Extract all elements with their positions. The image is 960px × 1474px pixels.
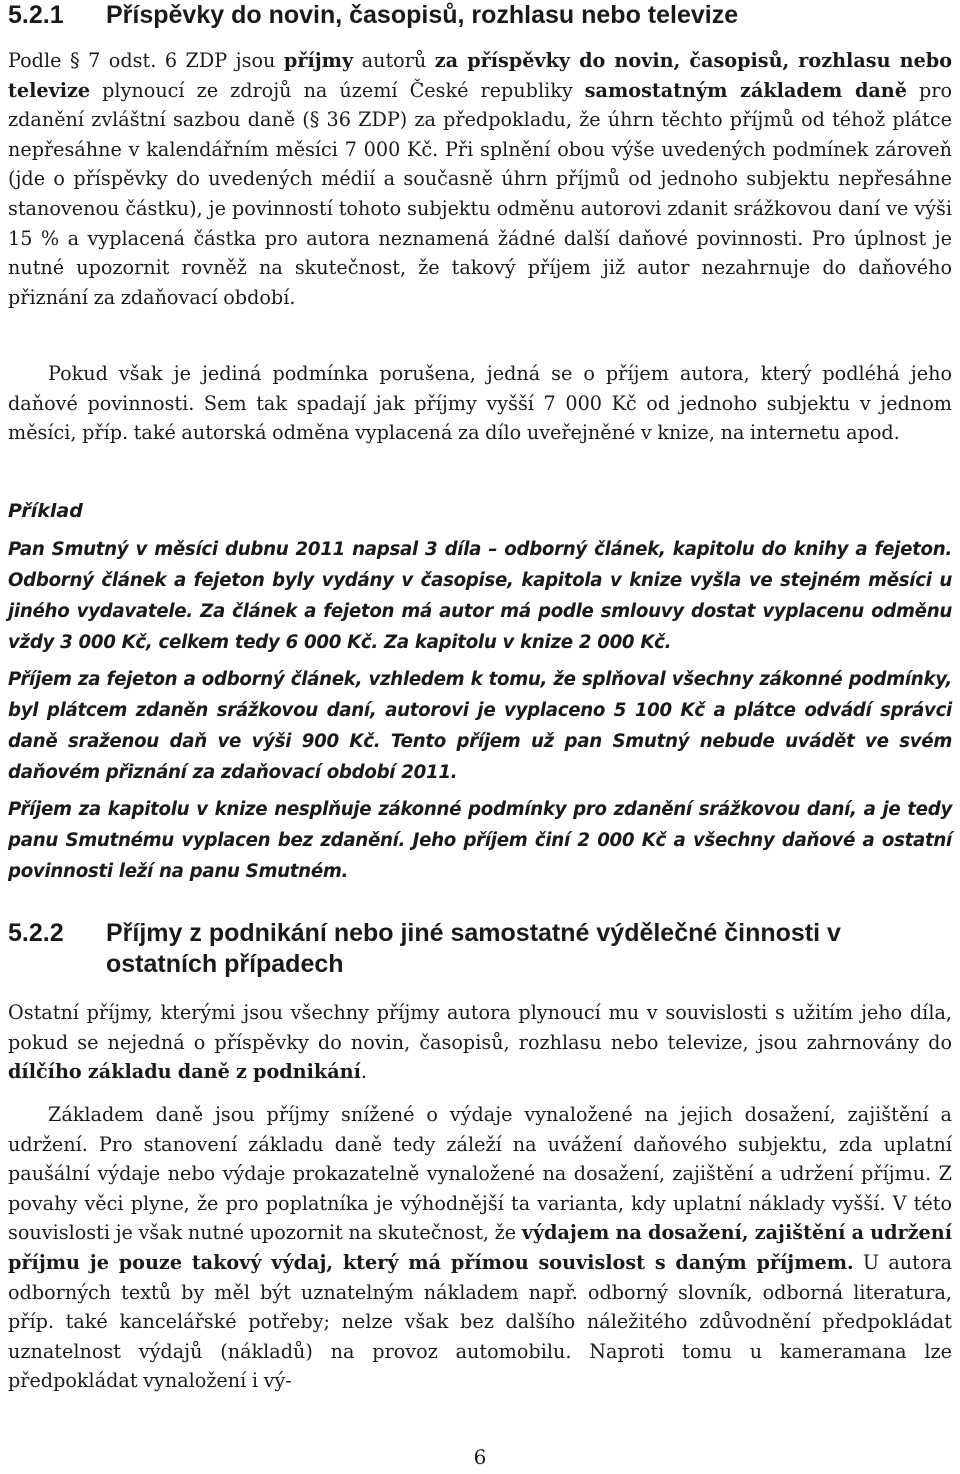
- bold-text: výdajem na dosažení, zajištění a udržení příjmu je pouze takový výdaj, který má přímou souvislost s daným příjmem.: [8, 1221, 953, 1274]
- paragraph-newspaper-contributions: [8, 46, 952, 312]
- paragraph-condition-violated: Pokud však je jediná podmínka porušena, jedná se o příjem autora, který podléhá jeho daňové povinnosti. Sem tak spadají jak příjmy vyšší 7 000 Kč od jednoho subjektu v jednom měsíci, příp. také autorská odměna vyplacená za dílo uveřejněné v knize, na internetu apod.: [8, 362, 952, 445]
- text-run: Podle § 7 odst. 6 ZDP jsou: [8, 49, 284, 72]
- section-title: Příspěvky do novin, časopisů, rozhlasu nebo televize: [106, 1, 739, 29]
- example-paragraph-2: Příjem za fejeton a odborný článek, vzhledem k tomu, že splňoval všechny zákonné podmínky, byl plátcem zdaněn srážkovou daní, autorovi je vyplaceno 5 100 Kč a plátce odvádí správci daně sraženou daň ve výši 900 Kč. Tento příjem už pan Smutný nebude uvádět ve svém daňovém přiznání za zdaňovací období 2011.: [8, 669, 952, 783]
- section-number: 5.2.1: [8, 1, 64, 29]
- paragraph-tax-base: [8, 1100, 952, 1396]
- text-run: U autora odborných textů by měl být uznatelným nákladem např. odborný slovník, odborná literatura, příp. také kancelářské potřeby; nelze však bez dalšího náležitého zdůvodnění předpokládat uznatelnost výdajů (nákladů) na provoz automobilu. Naproti tomu u kameramana lze předpokládat vynaložení i vý-: [8, 1250, 952, 1393]
- bold-text: samostatným základem daně: [584, 78, 907, 102]
- example-block: [8, 498, 952, 887]
- bold-text: za příspěvky do novin, časopisů, rozhlasu nebo televize: [8, 49, 952, 102]
- paragraph-other-income: [8, 998, 952, 1087]
- section-heading-5-2-1: [8, 0, 952, 31]
- example-title: Příklad: [8, 500, 83, 522]
- example-paragraph-1: Pan Smutný v měsíci dubnu 2011 napsal 3 díla – odborný článek, kapitolu do knihy a fejeton. Odborný článek a fejeton byly vydány v časopise, kapitola v knize vyšla ve stejném měsíci u jiného vydavatele. Za článek a fejeton má autor má podle smlouvy dostat vyplacenu odměnu vždy 3 000 Kč, celkem tedy 6 000 Kč. Za kapitolu v knize 2 000 Kč.: [8, 539, 952, 653]
- text-run: .: [360, 1060, 367, 1084]
- text-run: Ostatní příjmy, kterými jsou všechny příjmy autora plynoucí mu v souvislosti s užitím jeho díla, pokud se nejedná o příspěvky do novin, časopisů, rozhlasu nebo televize, jsou zahrnovány do: [8, 1001, 952, 1054]
- section-heading-5-2-2: [8, 918, 952, 980]
- text-run: plynoucí ze zdrojů na území České republiky: [90, 78, 585, 102]
- example-paragraph-3: Příjem za kapitolu v knize nesplňuje zákonné podmínky pro zdanění srážkovou daní, a je tedy panu Smutnému vyplacen bez zdanění. Jeho příjem činí 2 000 Kč a všechny daňové a ostatní povinnosti leží na panu Smutném.: [8, 799, 952, 882]
- text-run: autorů: [353, 49, 435, 72]
- section-number: 5.2.2: [8, 919, 64, 947]
- text-run: Základem daně jsou příjmy snížené o výdaje vynaložené na jejich dosažení, zajištění a udržení. Pro stanovení základu daně tedy záleží na uvážení daňového subjektu, zda uplatní paušální výdaje nebo výdaje prokazatelně vynaložené na dosažení, zajištění a udržení příjmu. Z povahy věci plyne, že pro poplatníka je výhodnější ta varianta, kdy uplatní náklady vyšší. V této souvislosti je však nutné upozornit na skutečnost, že: [8, 1103, 952, 1245]
- section-title: Příjmy z podnikání nebo jiné samostatné výdělečné činnosti v ostatních případech: [106, 919, 841, 978]
- bold-text: příjmy: [283, 49, 354, 72]
- bold-text: dílčího základu daně z podnikání: [8, 1060, 361, 1084]
- page-number: 6: [473, 1445, 487, 1469]
- text-run: pro zdanění zvláštní sazbou daně (§ 36 ZDP) za předpokladu, že úhrn těchto příjmů od téhož plátce nepřesáhne v kalendářním měsíci 7 000 Kč. Při splnění obou výše uvedených podmínek zároveň (jde o příspěvky do uvedených médií a současně úhrn příjmů od jednoho subjektu nepřesáhne stanovenou částku), je povinností tohoto subjektu odměnu autorovi zdanit srážkovou daní ve výši 15 % a vyplacená částka pro autora neznamená žádné další daňové povinnosti. Pro úplnost je nutné upozornit rovněž na skutečnost, že takový příjem již autor nezahrnuje do daňového přiznání za zdaňovací období.: [8, 78, 952, 309]
